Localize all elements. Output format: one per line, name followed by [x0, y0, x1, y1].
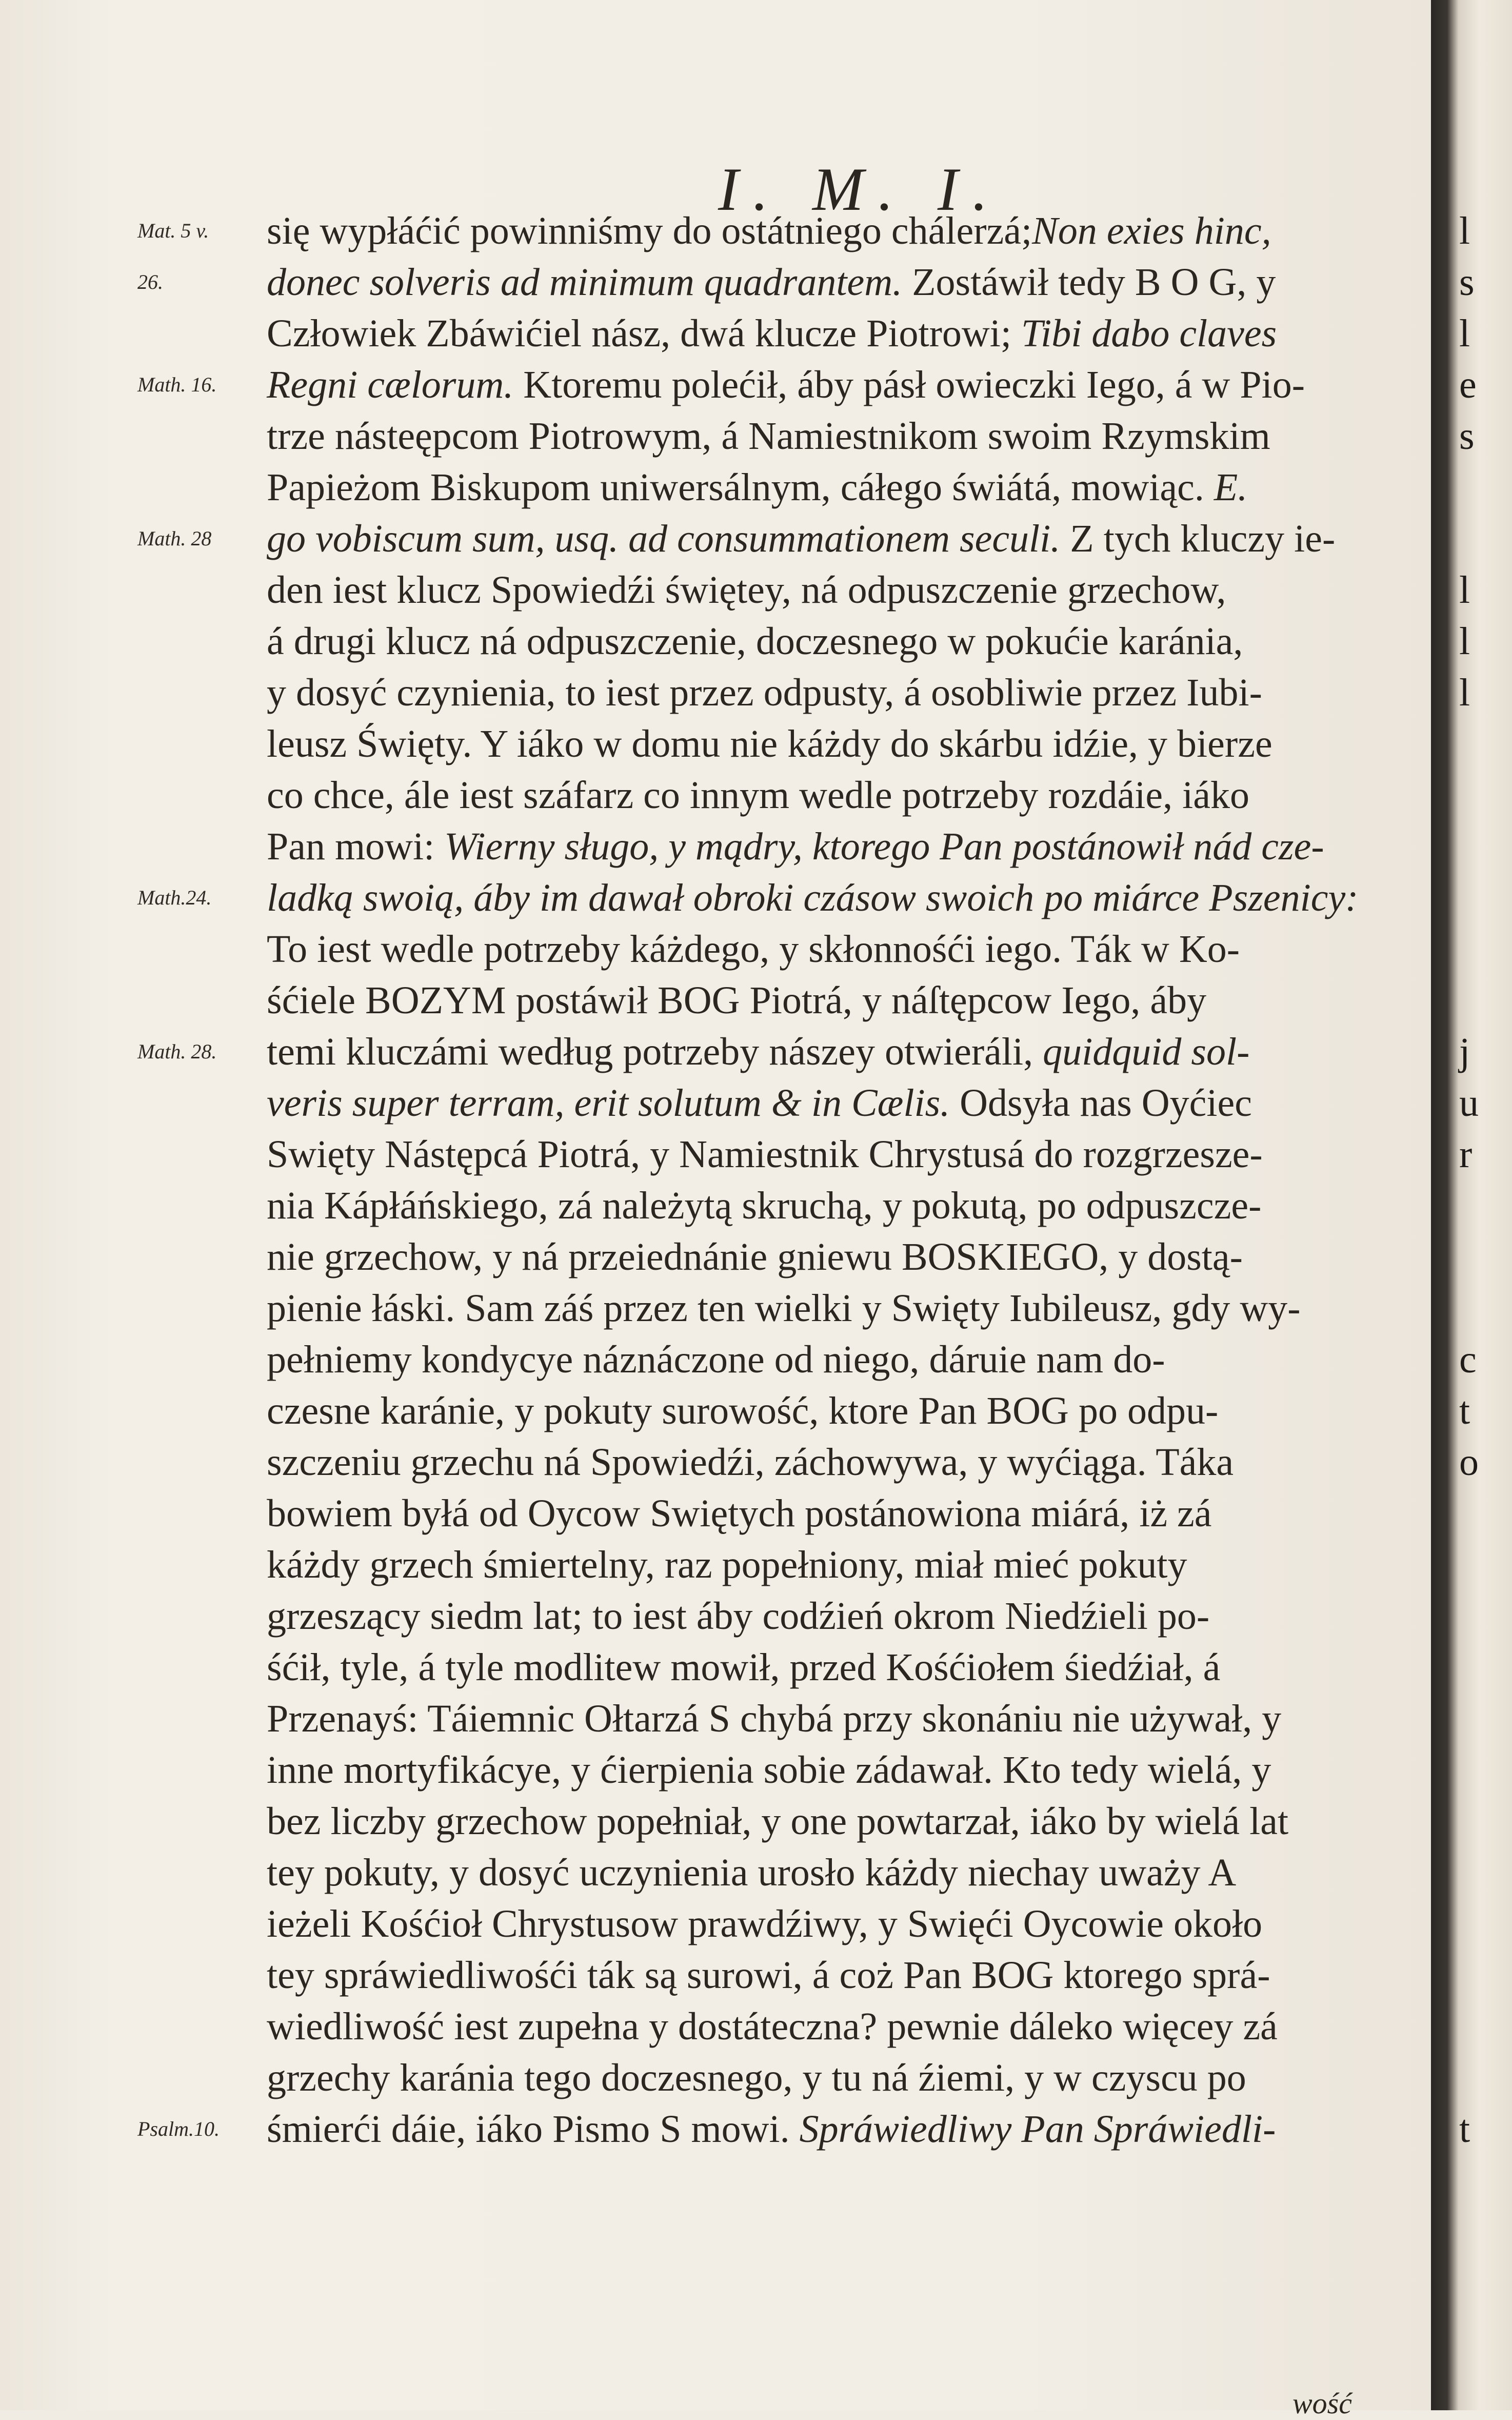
- text-line: [267, 1796, 1426, 1847]
- text-line: [267, 821, 1426, 872]
- text-line: [267, 1898, 1426, 1950]
- roman-text: wiedliwość iest zupełna y dostáteczna? pewnie dáleko więcey zá: [267, 2005, 1278, 2048]
- italic-text: E.: [1213, 466, 1248, 509]
- roman-text: Papieżom Biskupom uniwersálnym, cáłego świátá, mowiąc.: [267, 466, 1214, 509]
- edge-letter: [1459, 1847, 1512, 1898]
- edge-letter: [1459, 1180, 1512, 1231]
- edge-letter: c: [1459, 1338, 1477, 1381]
- edge-letter: r: [1459, 1133, 1473, 1176]
- edge-letter: l: [1459, 620, 1470, 663]
- edge-letter: [1459, 1796, 1512, 1847]
- roman-text: się wypłáćić powinniśmy do ostátniego chálerzá;: [267, 209, 1032, 252]
- text-line: [267, 2001, 1426, 2052]
- text-line: [267, 513, 1426, 564]
- roman-text: czesne karánie, y pokuty surowość, ktore Pan BOG po odpu-: [267, 1389, 1219, 1432]
- edge-letter: j: [1459, 1030, 1470, 1073]
- italic-text: Regni cælorum.: [267, 363, 514, 406]
- edge-letter: u: [1459, 1081, 1479, 1125]
- text-line: [267, 1385, 1426, 1437]
- edge-letter: [1459, 462, 1512, 513]
- text-line: [267, 1590, 1426, 1642]
- edge-letter: [1459, 513, 1512, 564]
- edge-letter: [1459, 2001, 1512, 2052]
- roman-text: tey spráwiedliwośći ták są surowi, á coż Pan BOG ktorego sprá-: [267, 1954, 1270, 1997]
- italic-text: go vobiscum sum, usq. ad consummationem seculi.: [267, 517, 1061, 560]
- roman-text: Człowiek Zbáwićiel nász, dwá klucze Piotrowi;: [267, 312, 1022, 355]
- roman-text: To iest wedle potrzeby káżdego, y skłonnośći iego. Ták w Ko-: [267, 928, 1240, 971]
- roman-text: temi kluczámi według potrzeby nászey otwieráli,: [267, 1030, 1043, 1073]
- text-line: [267, 770, 1426, 821]
- text-line: [267, 1693, 1426, 1744]
- roman-text: leusz Święty. Y iáko w domu nie káżdy do skárbu idźie, y bierze: [267, 722, 1272, 765]
- margin-reference: Math. 28: [137, 527, 212, 550]
- edge-letter: [1459, 2052, 1512, 2103]
- text-line: [267, 2052, 1426, 2103]
- edge-letter: [1459, 975, 1512, 1026]
- margin-reference: Math. 28.: [137, 1040, 217, 1063]
- text-line: [267, 718, 1426, 770]
- roman-text: Pan mowi:: [267, 825, 445, 868]
- text-line: [267, 1488, 1426, 1539]
- roman-text: tey pokuty, y dosyć uczynienia urosło káżdy niechay uważy A: [267, 1851, 1237, 1894]
- text-line: [267, 2103, 1426, 2155]
- roman-text: nie grzechow, y ná przeiednánie gniewu BOSKIEGO, y dostą-: [267, 1235, 1243, 1278]
- edge-letter: [1459, 1693, 1512, 1744]
- roman-text: śćił, tyle, á tyle modlitew mowił, przed Kośćiołem śiedźiał, á: [267, 1646, 1221, 1689]
- roman-text: Swięty Nástępcá Piotrá, y Namiestnik Chrystusá do rozgrzesze-: [267, 1133, 1263, 1176]
- roman-text: bez liczby grzechow popełniał, y one powtarzał, iáko by wielá lat: [267, 1800, 1289, 1843]
- text-line: [267, 616, 1426, 667]
- roman-text: Przenayś: Táiemnic Ołtarzá S chybá przy skonániu nie używał, y: [267, 1697, 1282, 1740]
- roman-text: Ktoremu polećił, áby pásł owieczki Iego, á w Pio-: [513, 363, 1305, 406]
- text-line: [267, 359, 1426, 410]
- roman-text: pienie łáski. Sam záś przez ten wielki y Swięty Iubileusz, gdy wy-: [267, 1287, 1301, 1330]
- roman-text: trze násteępcom Piotrowym, á Namiestnikom swoim Rzymskim: [267, 415, 1270, 458]
- edge-letter: [1459, 923, 1512, 975]
- edge-letter: [1459, 1950, 1512, 2001]
- edge-letter: [1459, 1539, 1512, 1590]
- edge-letter: [1459, 821, 1512, 872]
- text-line: [267, 462, 1426, 513]
- text-line: [267, 1539, 1426, 1590]
- text-line: [267, 1334, 1426, 1385]
- roman-text: nia Kápłáńskiego, zá należytą skruchą, y pokutą, po odpuszcze-: [267, 1184, 1262, 1227]
- text-line: [267, 410, 1426, 462]
- page-header: I. M. I.: [718, 155, 1002, 223]
- margin-reference: Psalm.10.: [137, 2117, 220, 2140]
- text-line: [267, 1129, 1426, 1180]
- text-line: [267, 923, 1426, 975]
- body-text: [267, 205, 1426, 2155]
- roman-text: grzechy karánia tego doczesnego, y tu ná źiemi, y w czyscu po: [267, 2056, 1246, 2099]
- italic-text: Spráwiedliwy Pan Spráwiedli-: [799, 2108, 1276, 2151]
- roman-text: inne mortyfikácye, y ćierpienia sobie zádawał. Kto tedy wielá, y: [267, 1748, 1271, 1792]
- edge-letter: [1459, 718, 1512, 770]
- margin-reference: Mat. 5 v.: [137, 219, 209, 242]
- roman-text: śmierći dáie, iáko Pismo S mowi.: [267, 2108, 800, 2151]
- italic-text: Non exies hinc,: [1032, 209, 1271, 252]
- edge-letter: [1459, 1898, 1512, 1950]
- roman-text: śćiele BOZYM postáwił BOG Piotrá, y náſtępcow Iego, áby: [267, 979, 1207, 1022]
- roman-text: bowiem byłá od Oycow Swiętych postánowiona miárá, iż zá: [267, 1492, 1212, 1535]
- italic-text: Wierny sługo, y mądry, ktorego Pan postánowił nád cze-: [444, 825, 1324, 868]
- edge-letter: t: [1459, 2108, 1470, 2151]
- text-line: [267, 1744, 1426, 1796]
- text-line: [267, 975, 1426, 1026]
- text-line: [267, 1847, 1426, 1898]
- text-line: [267, 257, 1426, 308]
- margin-reference: 26.: [137, 270, 163, 293]
- roman-text: ieżeli Kośćioł Chrystusow prawdźiwy, y Swięći Oycowie około: [267, 1902, 1263, 1945]
- text-line: [267, 667, 1426, 718]
- next-page-edge: [1459, 205, 1512, 2155]
- edge-letter: e: [1459, 363, 1477, 406]
- italic-text: donec solveris ad minimum quadrantem.: [267, 261, 903, 304]
- text-line: [267, 1077, 1426, 1129]
- roman-text: co chce, ále iest száfarz co innym wedle potrzeby rozdáie, iáko: [267, 774, 1249, 817]
- text-line: [267, 1026, 1426, 1077]
- roman-text: á drugi klucz ná odpuszczenie, doczesnego w pokućie karánia,: [267, 620, 1243, 663]
- edge-letter: o: [1459, 1441, 1479, 1484]
- edge-letter: [1459, 872, 1512, 923]
- edge-letter: [1459, 1590, 1512, 1642]
- edge-letter: s: [1459, 415, 1475, 458]
- roman-text: pełniemy kondycye náznáczone od niego, dáruie nam do-: [267, 1338, 1165, 1381]
- roman-text: y dosyć czynienia, to iest przez odpusty, á osobliwie przez Iubi-: [267, 671, 1262, 714]
- edge-letter: l: [1459, 671, 1470, 714]
- roman-text: den iest klucz Spowiedźi świętey, ná odpuszczenie grzechow,: [267, 568, 1226, 612]
- italic-text: ladką swoią, áby im dawał obroki czásow swoich po miárce Pszenicy:: [267, 876, 1359, 919]
- text-line: [267, 1231, 1426, 1283]
- edge-letter: [1459, 1488, 1512, 1539]
- text-line: [267, 1437, 1426, 1488]
- edge-letter: [1459, 1283, 1512, 1334]
- edge-letter: [1459, 1744, 1512, 1796]
- edge-letter: l: [1459, 209, 1470, 252]
- roman-text: szczeniu grzechu ná Spowiedźi, záchowywa, y wyćiąga. Táka: [267, 1441, 1234, 1484]
- italic-text: quidquid sol-: [1043, 1030, 1250, 1073]
- catchword: wość: [1292, 2387, 1352, 2420]
- edge-letter: [1459, 1642, 1512, 1693]
- roman-text: Odsyła nas Oyćiec: [950, 1081, 1252, 1125]
- text-line: [267, 564, 1426, 616]
- edge-letter: s: [1459, 261, 1475, 304]
- roman-text: Z tych kluczy ie-: [1060, 517, 1336, 560]
- italic-text: veris super terram, erit solutum & in Cælis.: [267, 1081, 950, 1125]
- edge-letter: [1459, 770, 1512, 821]
- text-line: [267, 1180, 1426, 1231]
- margin-reference: Math.24.: [137, 886, 212, 909]
- edge-letter: l: [1459, 312, 1470, 355]
- edge-letter: l: [1459, 568, 1470, 612]
- text-line: [267, 1950, 1426, 2001]
- text-line: [267, 1642, 1426, 1693]
- roman-text: káżdy grzech śmiertelny, raz popełniony, miał mieć pokuty: [267, 1543, 1187, 1586]
- edge-letter: t: [1459, 1389, 1470, 1432]
- edge-letter: [1459, 1231, 1512, 1283]
- italic-text: Tibi dabo claves: [1021, 312, 1277, 355]
- text-line: [267, 872, 1426, 923]
- text-line: [267, 308, 1426, 359]
- text-line: [267, 205, 1426, 257]
- margin-reference: Math. 16.: [137, 373, 217, 396]
- roman-text: Zostáwił tedy B O G, y: [902, 261, 1276, 304]
- text-line: [267, 1283, 1426, 1334]
- roman-text: grzeszący siedm lat; to iest áby codźień okrom Niedźieli po-: [267, 1595, 1210, 1638]
